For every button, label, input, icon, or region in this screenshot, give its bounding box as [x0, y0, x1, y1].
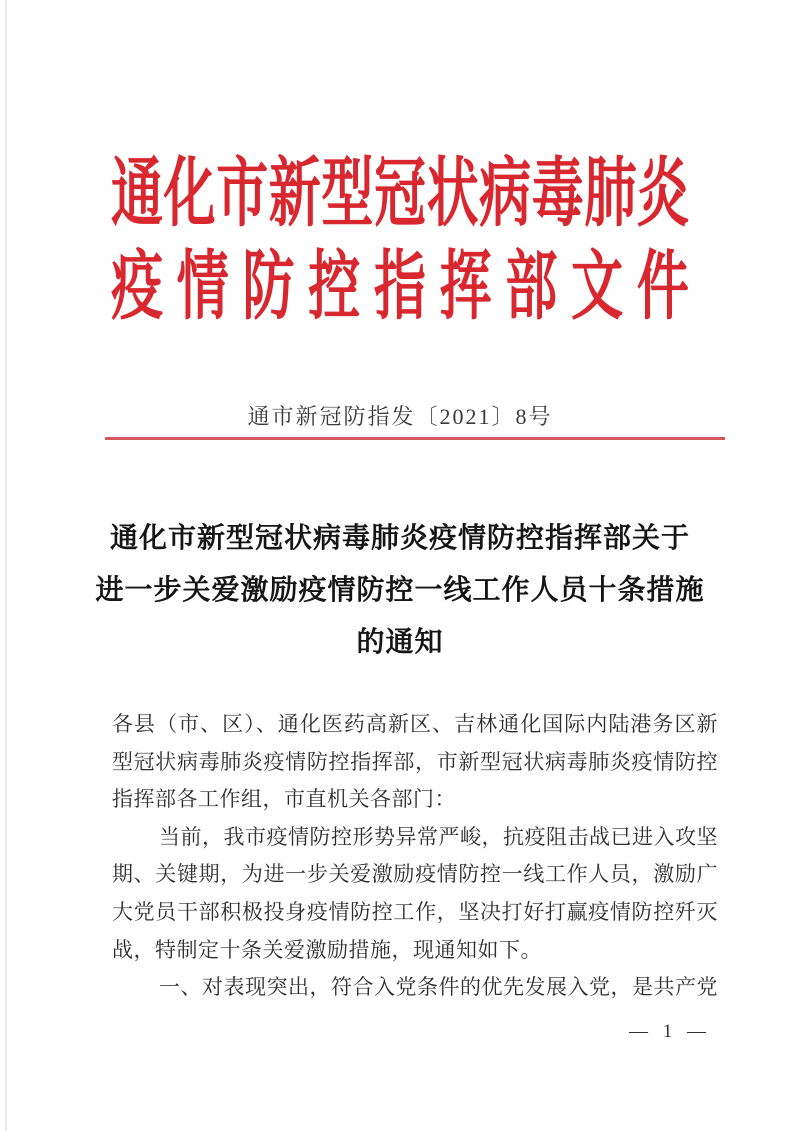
red-banner-line-2: 疫 情 防 控 指 挥 部 文 件 — [111, 246, 689, 330]
notice-title-line-3: 的通知 — [356, 627, 444, 658]
paragraph-line-2: 期、关键期，为进一步关爱激励疫情防控一线工作人员，激励广 — [112, 862, 718, 887]
paragraph-line-3: 大党员干部积极投身疫情防控工作，坚决打好打赢疫情防控歼灭 — [112, 899, 718, 924]
salutation-line-1: 各县（市、区）、通化医药高新区、吉林通化国际内陆港务区新 — [112, 712, 718, 736]
paragraph-line-4: 战，特制定十条关爱激励措施，现通知如下。 — [112, 937, 542, 962]
notice-title — [0, 513, 800, 669]
notice-title-line-1: 通化市新型冠状病毒肺炎疫情防控指挥部关于 — [109, 523, 690, 554]
notice-title-line-2: 进一步关爱激励疫情防控一线工作人员十条措施 — [95, 575, 705, 606]
salutation-line-2: 型冠状病毒肺炎疫情防控指挥部，市新型冠状病毒肺炎疫情防控 — [112, 749, 718, 774]
page-number: — 1 — — [629, 1021, 711, 1042]
salutation-line-3: 指挥部各工作组，市直机关各部门： — [112, 787, 456, 812]
document-number: 通市新冠防指发〔2021〕8号 — [247, 404, 553, 429]
notice-body — [112, 706, 718, 1007]
red-divider-line — [105, 437, 725, 440]
item1-line-1: 一、对表现突出，符合入党条件的优先发展入党，是共产党 — [159, 975, 718, 1000]
red-banner-line-1: 通 化 市 新 型 冠 状 病 毒 肺 炎 — [111, 153, 689, 237]
paragraph-line-1: 当前，我市疫情防控形势异常严峻，抗疫阻击战已进入攻坚 — [159, 824, 718, 849]
